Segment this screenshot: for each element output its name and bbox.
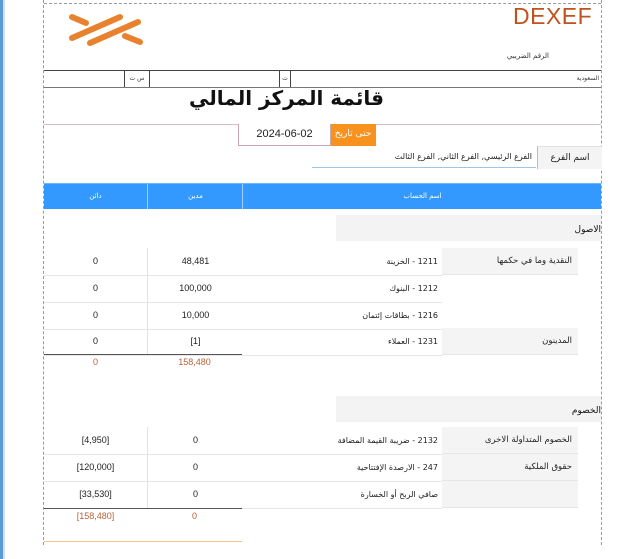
group-label-empty: [442, 275, 578, 302]
credit-cell: [33,530]: [79, 489, 112, 499]
report-page: [43, 0, 602, 545]
column-header-debit: مدين: [147, 184, 243, 209]
total-debit: 158,480: [178, 357, 211, 367]
credit-cell: 0: [92, 283, 98, 293]
branch-filter-label: اسم الفرع: [537, 146, 602, 169]
company-logo-icon: [68, 12, 148, 48]
debit-cell: 100,000: [147, 275, 243, 302]
grand-total-divider: [44, 541, 242, 542]
credit-cell: 0: [92, 310, 98, 320]
total-divider: [44, 508, 242, 509]
commercial-register-label: س ت: [124, 71, 150, 87]
branch-filter-value[interactable]: الفرع الرئيسي, الفرع الثاني, الفرع الثالث: [312, 146, 536, 168]
report-title: قائمة المركز المالي: [189, 86, 384, 110]
phone-label: ت: [279, 71, 291, 87]
window-edge-highlight: [3, 0, 5, 559]
account-cell: 247 - الارصدة الإفتتاحية: [356, 463, 438, 472]
account-cell: صافي الربح أو الخسارة: [360, 490, 438, 499]
group-label: حقوق الملكية: [442, 454, 578, 481]
table-row: [44, 454, 442, 482]
section-title-liabilities: الخصوم: [336, 396, 601, 422]
debit-cell: [1]: [147, 328, 243, 355]
debit-cell: 0: [147, 427, 243, 454]
group-label: المدينون: [442, 328, 578, 355]
country-value: السعودية: [576, 75, 599, 82]
debit-cell: 0: [147, 481, 243, 508]
column-header-account-name: اسم الحساب: [242, 184, 602, 209]
credit-cell: 0: [92, 336, 98, 346]
section-total-row: [44, 511, 242, 527]
date-filter-label: حتى تاريخ: [330, 124, 376, 146]
credit-cell: 0: [92, 256, 98, 266]
brand-logo-text: DEXEF: [513, 3, 593, 29]
account-cell: 1212 - البنوك: [389, 284, 438, 293]
debit-cell: 0: [147, 454, 243, 481]
table-row: [44, 275, 442, 303]
total-credit: [158,480]: [76, 511, 115, 521]
table-header: [44, 183, 601, 209]
account-cell: 1211 - الخزينة: [386, 257, 438, 266]
debit-cell: 10,000: [147, 302, 243, 329]
group-label: الخصوم المتداولة الاخرى: [442, 427, 578, 454]
table-row: [44, 302, 442, 330]
credit-cell: [120,000]: [76, 462, 115, 472]
account-cell: 1216 - بطاقات إئتمان: [362, 311, 438, 320]
table-row: [44, 248, 442, 276]
group-label: النقدية وما في حكمها: [442, 248, 578, 275]
table-row: [44, 427, 442, 455]
section-total-row: [44, 357, 242, 373]
group-label-empty: [442, 481, 578, 508]
section-title-assets: الاصول: [336, 215, 601, 241]
account-cell: 1231 - العملاء: [387, 337, 438, 346]
total-debit: 0: [191, 511, 197, 521]
credit-cell: [4,950]: [81, 435, 110, 445]
total-credit: 0: [92, 357, 98, 367]
debit-cell: 48,481: [147, 248, 243, 275]
tax-number-label: الرقم الضريبي: [506, 52, 549, 60]
total-divider: [44, 354, 242, 355]
column-header-credit: دائن: [89, 192, 102, 200]
date-filter-input[interactable]: 2024-06-02: [238, 124, 331, 146]
table-row: [44, 481, 442, 509]
table-row: [44, 328, 442, 356]
account-cell: 2132 - ضريبة القيمة المضافة: [337, 436, 438, 445]
